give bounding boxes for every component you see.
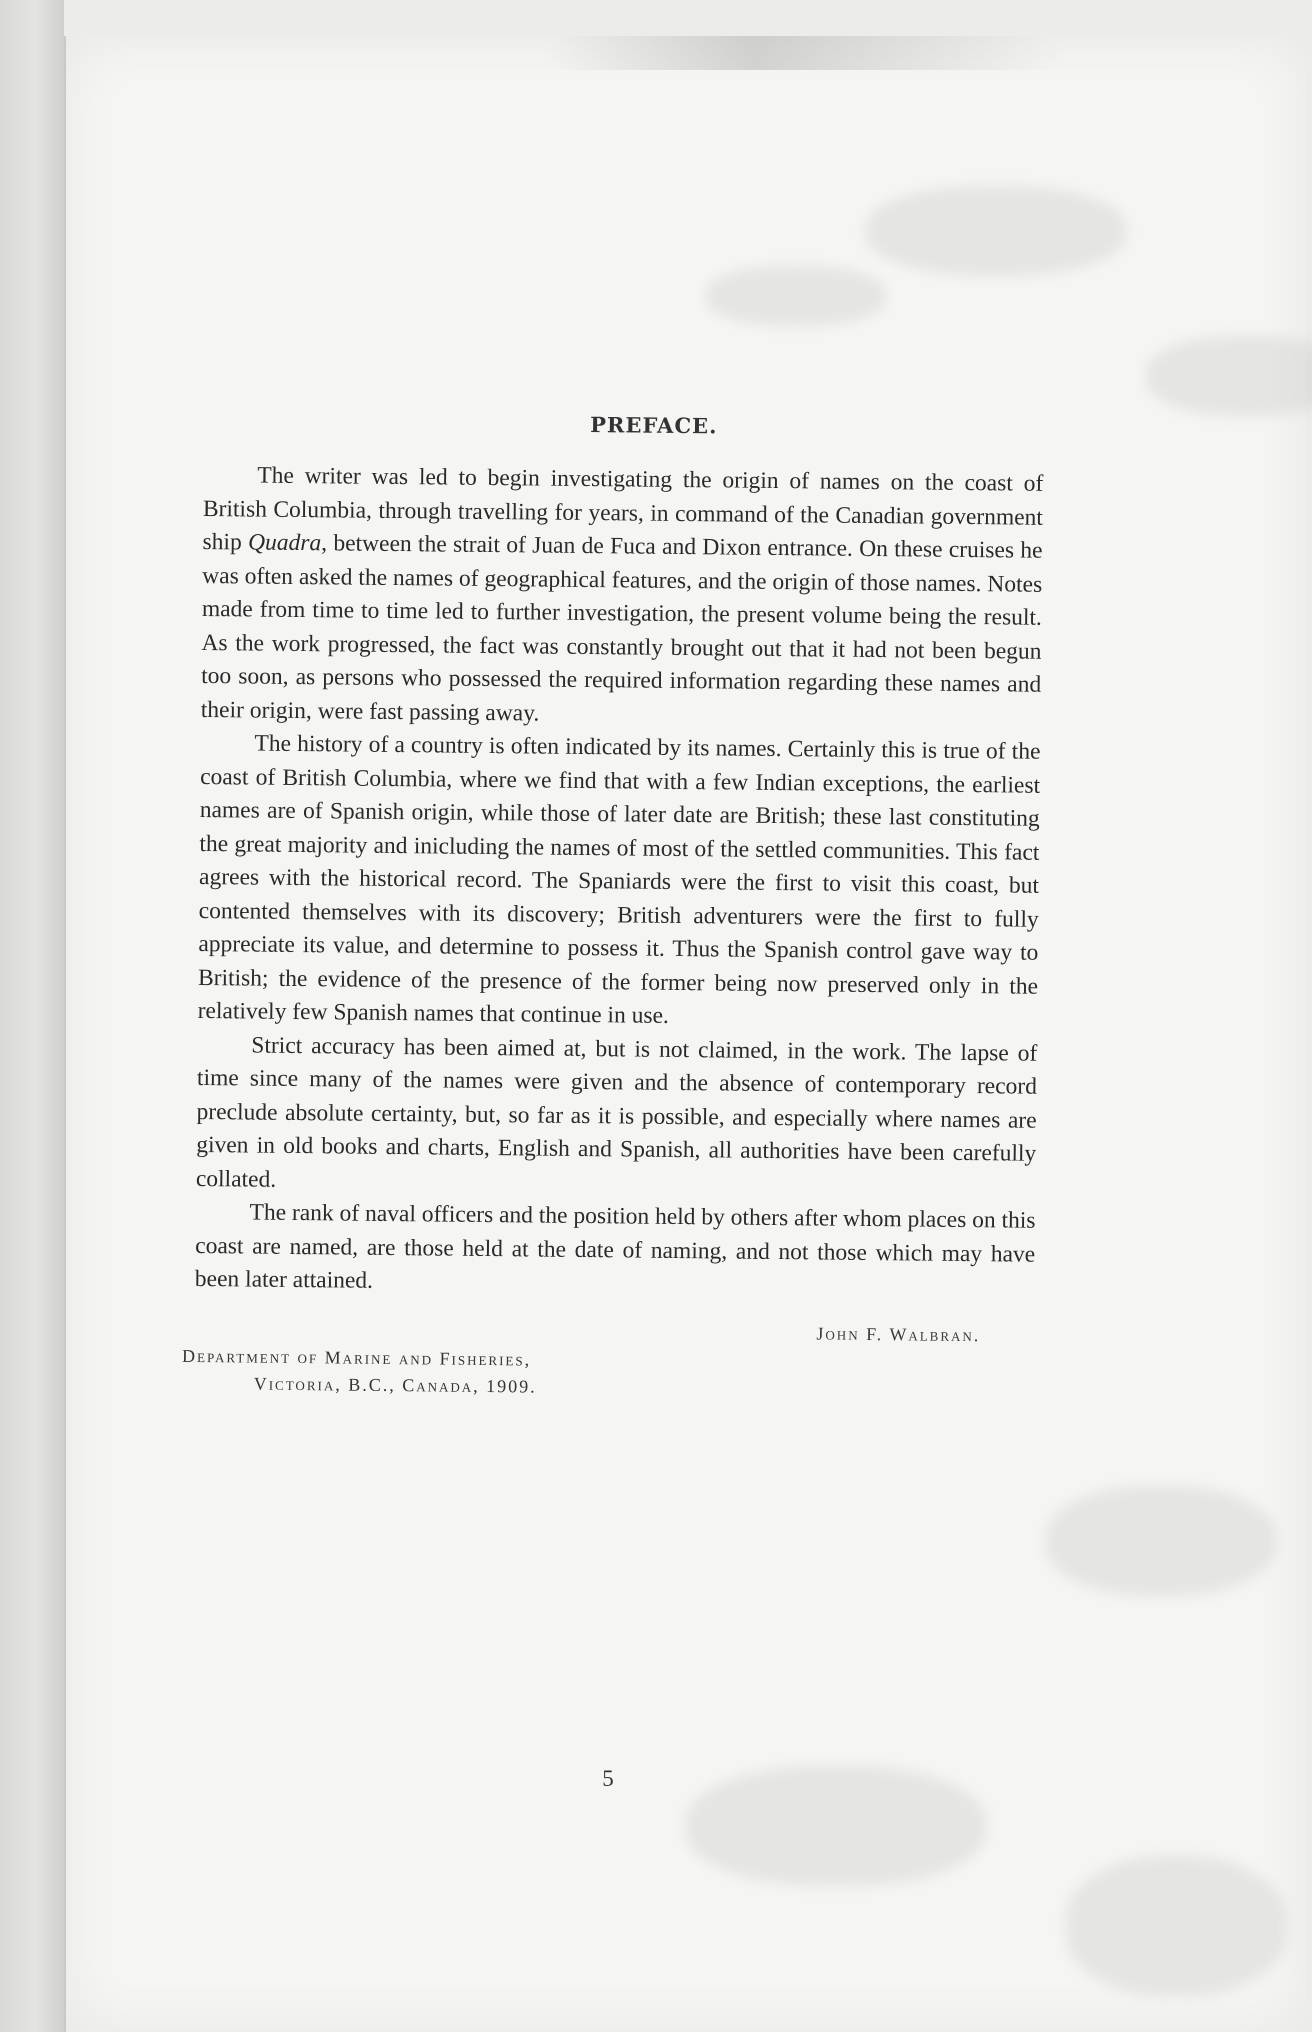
preface-body — [181, 408, 1044, 1402]
paper-stain — [1066, 1856, 1286, 1996]
paragraph-1-start: The writer was led to begin investigating the origin of names on the coast of British Columbia, through travelling for years, in command of the Canadian government ship — [202, 462, 1044, 556]
author-signature: John F. Walbran. — [816, 1322, 981, 1345]
facing-page-edge — [0, 0, 64, 2032]
paragraph-1 — [201, 459, 1044, 736]
location-date-line: Victoria, B.C., Canada, 1909. — [253, 1373, 537, 1397]
paragraph-2: The history of a country is often indicated by its names. Certainly this is true of the coast of British Columbia, where we find that with a few Indian exceptions, the earliest names are of Spanish origin, while those of later date are British; these last constituting the great majority and inicluding the names of most of the settled communities. This fact agrees with the historical record. The Spaniards were the first to visit this coast, but contented themselves with its discovery; British adventurers were the first to fully appreciate its value, and determine to possess it. Thus the Spanish control gave way to British; the evidence of the presence of the former being now preserved only in the relatively few Spanish names that continue in use. — [197, 730, 1041, 1029]
paragraph-1-end: , between the strait of Juan de Fuca and Dixon entrance. On these cruises he was often asked the names of geographical features, and the origin of those names. Notes made from time to time led to further investigation, the present volume being the result. As the work progressed, the fact was constantly brought out that it had not been begun too soon, as persons who possessed the required information regarding these names and their origin, were fast passing away. — [200, 530, 1043, 727]
paper-stain — [686, 1766, 986, 1886]
paper-stain — [706, 266, 886, 326]
paper-stain — [866, 186, 1126, 276]
paper-stain — [1146, 336, 1312, 416]
paragraph-3: Strict accuracy has been aimed at, but is not claimed, in the work. The lapse of time since many of the names were given and the absence of contemporary record preclude absolute certainty, but, so far as it is possible, and especially where names are given in old books and charts, English and Spanish, all authorities have been carefully collated. — [195, 1032, 1038, 1193]
ship-name: Quadra — [247, 529, 322, 557]
paragraph-4: The rank of naval officers and the position held by others after whom places on this coast are named, are those held at the date of naming, and not those which may have been later attained. — [194, 1199, 1036, 1294]
page-number: 5 — [602, 1766, 614, 1791]
department-line: Department of Marine and Fisheries, — [181, 1345, 532, 1369]
scan-edge-marks — [546, 36, 1066, 70]
page-title: PREFACE. — [590, 412, 718, 439]
paper-stain — [1046, 1486, 1276, 1596]
